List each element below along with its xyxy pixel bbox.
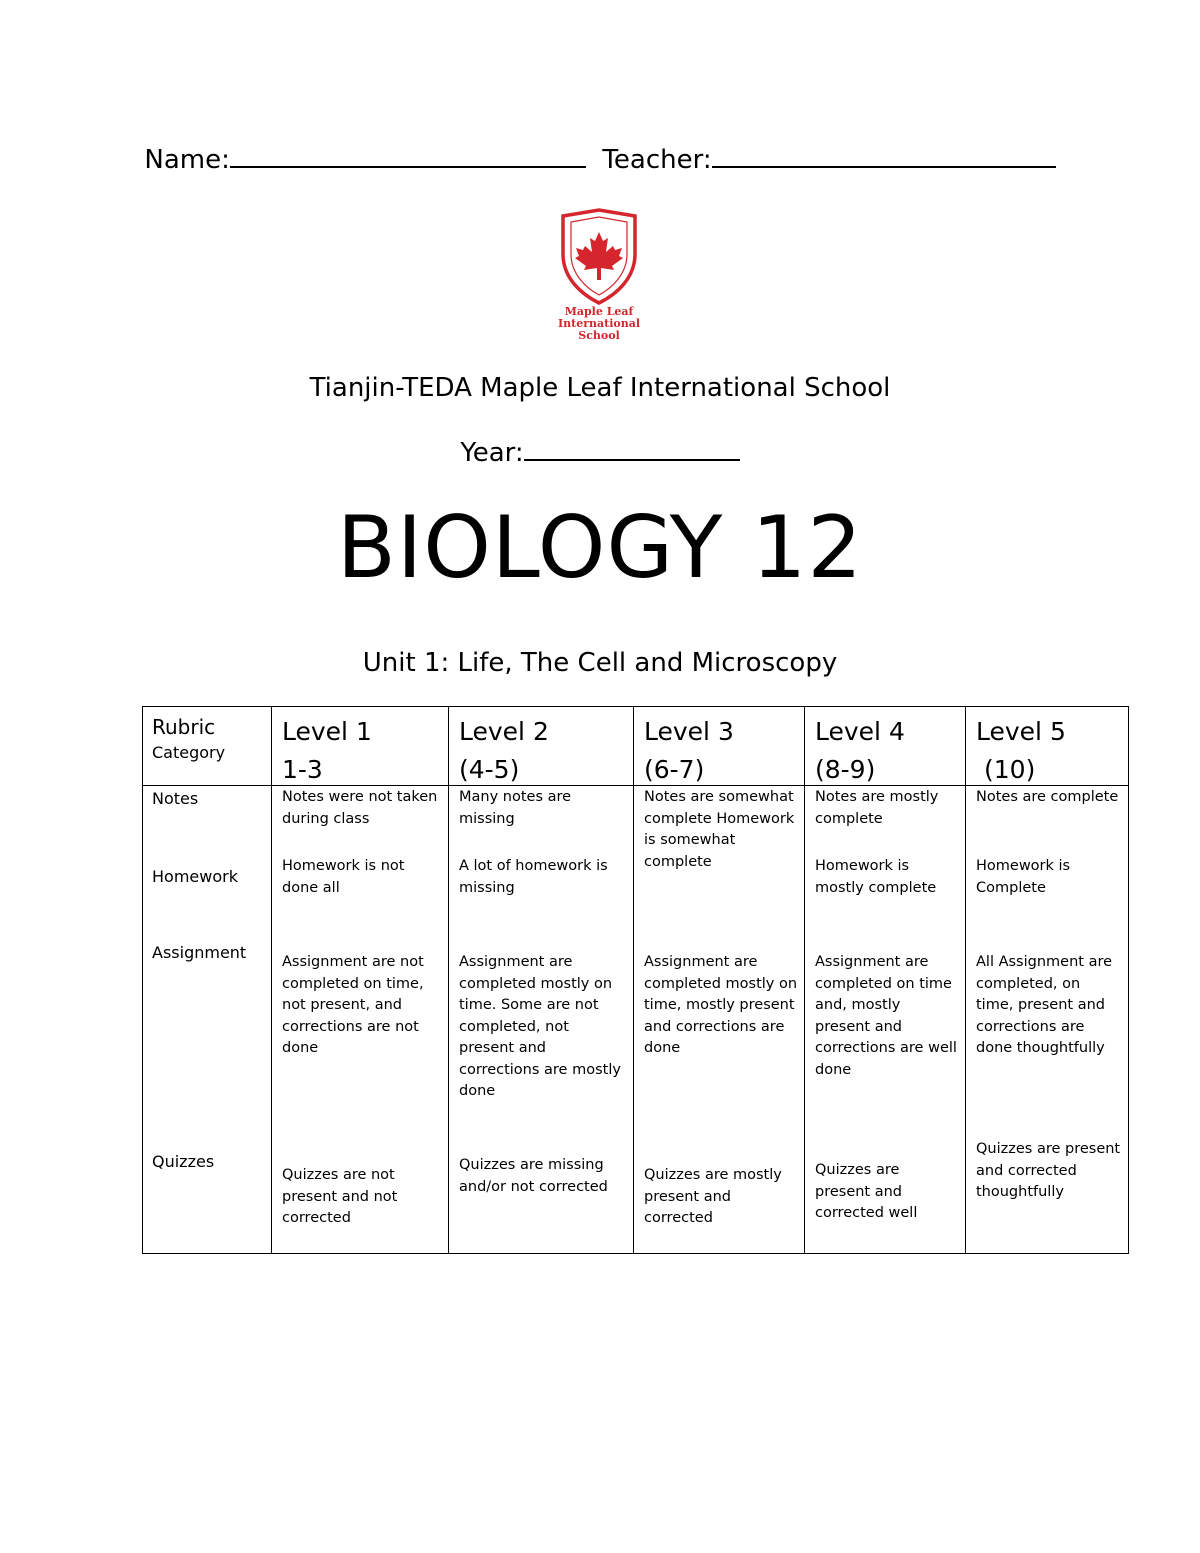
- level-2-notes: Many notes are missing: [459, 789, 572, 827]
- level-2-assignment: Assignment are completed mostly on time. Some are not completed, not present and corrections are mostly done: [459, 954, 621, 1099]
- level-name: Level 3: [644, 717, 734, 746]
- level-name: Level 4: [815, 717, 905, 746]
- level-4-assignment: Assignment are completed on time and, mostly present and corrections are well done: [815, 954, 957, 1078]
- year-line: [0, 440, 1200, 466]
- level-range: 1-3: [282, 755, 323, 784]
- level-1-column: [272, 786, 449, 1254]
- level-4-homework: Homework is mostly complete: [815, 858, 937, 896]
- level-2-column: [449, 786, 634, 1254]
- rubric-header-label: Rubric: [152, 715, 216, 739]
- category-assignment: Assignment: [152, 943, 247, 962]
- level-4-column: [805, 786, 966, 1254]
- level-3-quizzes: Quizzes are mostly present and corrected: [644, 1167, 782, 1226]
- category-column: [143, 786, 272, 1254]
- school-name: Tianjin-TEDA Maple Leaf International School: [309, 373, 891, 403]
- unit-title: Unit 1: Life, The Cell and Microscopy: [362, 648, 838, 678]
- rubric-body-row: [143, 786, 1129, 1254]
- level-range: (10): [984, 755, 1036, 784]
- category-quizzes: Quizzes: [152, 1152, 215, 1171]
- level-2-quizzes: Quizzes are missing and/or not corrected: [459, 1157, 608, 1195]
- rubric-category-header: [143, 707, 272, 786]
- course-title: BIOLOGY 12: [336, 498, 864, 598]
- name-teacher-line: [0, 147, 1200, 173]
- level-3-assignment: Assignment are completed mostly on time, mostly present and corrections are done: [644, 954, 798, 1056]
- logo-text-line3: School: [578, 329, 620, 342]
- level-1-homework: Homework is not done all: [282, 858, 405, 896]
- level-range: (6-7): [644, 755, 705, 784]
- name-blank[interactable]: [230, 162, 586, 168]
- rubric-table: [142, 706, 1129, 1254]
- level-5-notes: Notes are complete: [976, 789, 1119, 805]
- level-5-quizzes: Quizzes are present and corrected thoughtfully: [976, 1141, 1121, 1200]
- level-1-notes: Notes were not taken during class: [282, 789, 438, 827]
- level-3-column: [634, 786, 805, 1254]
- category-homework: Homework: [152, 867, 238, 886]
- level-range: (8-9): [815, 755, 876, 784]
- name-label: Name:: [144, 145, 230, 175]
- level-3-header: [634, 707, 805, 786]
- maple-leaf-shield-icon: [549, 208, 649, 348]
- school-logo: [549, 208, 649, 348]
- teacher-label: Teacher:: [602, 145, 712, 175]
- level-4-notes: Notes are mostly complete: [815, 789, 939, 827]
- level-name: Level 1: [282, 717, 372, 746]
- rubric-header-sublabel: Category: [152, 743, 226, 762]
- level-range: (4-5): [459, 755, 520, 784]
- level-5-header: [966, 707, 1129, 786]
- level-2-homework: A lot of homework is missing: [459, 858, 608, 896]
- level-2-header: [449, 707, 634, 786]
- year-blank[interactable]: [524, 455, 740, 461]
- level-5-column: [966, 786, 1129, 1254]
- teacher-blank[interactable]: [712, 162, 1056, 168]
- rubric-header-row: [143, 707, 1129, 786]
- category-notes: Notes: [152, 789, 199, 808]
- level-1-header: [272, 707, 449, 786]
- level-1-quizzes: Quizzes are not present and not corrected: [282, 1167, 398, 1226]
- level-name: Level 2: [459, 717, 549, 746]
- logo-text-line1: Maple Leaf: [564, 305, 634, 318]
- level-5-assignment: All Assignment are completed, on time, present and corrections are done thoughtfully: [976, 954, 1113, 1056]
- year-label: Year:: [460, 438, 524, 468]
- logo-text-line2: International: [557, 317, 641, 330]
- level-4-quizzes: Quizzes are present and corrected well: [815, 1162, 918, 1221]
- level-3-notes: Notes are somewhat complete Homework is somewhat complete: [644, 789, 795, 870]
- level-5-homework: Homework is Complete: [976, 858, 1071, 896]
- level-4-header: [805, 707, 966, 786]
- level-name: Level 5: [976, 717, 1066, 746]
- level-1-assignment: Assignment are not completed on time, not present, and corrections are not done: [282, 954, 424, 1056]
